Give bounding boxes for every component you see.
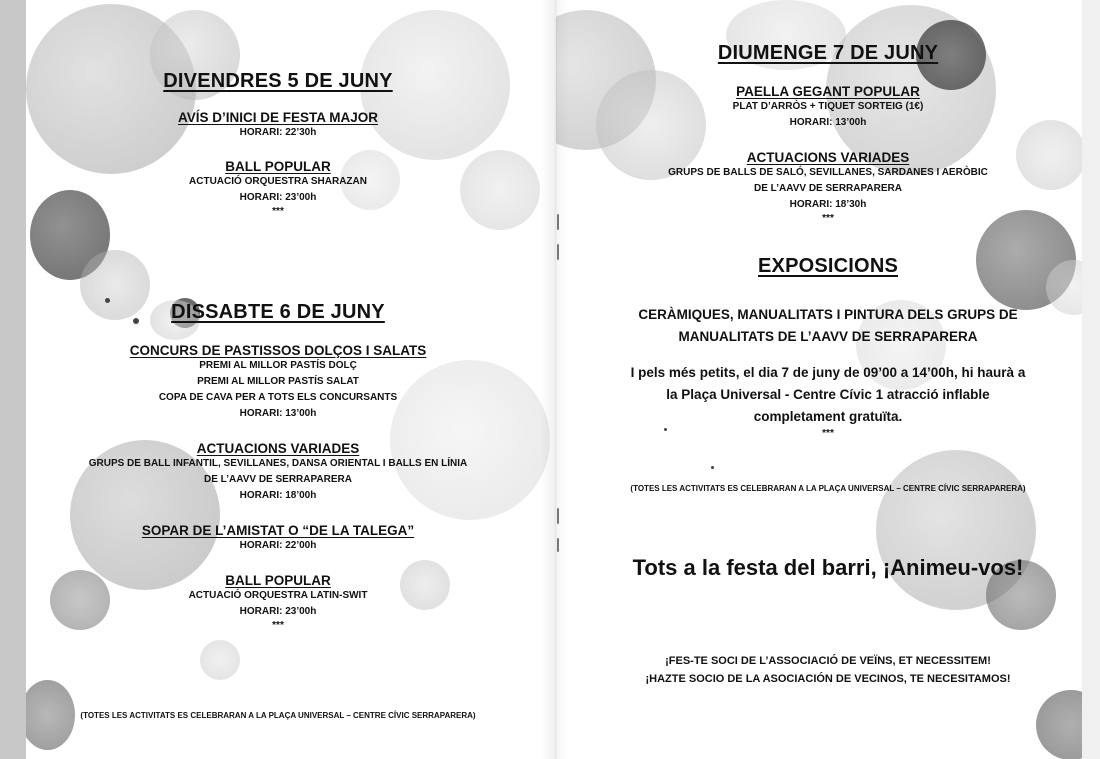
- slogan: Tots a la festa del barri, ¡Animeu-vos!: [632, 555, 1024, 580]
- event-line: HORARI: 22’00h: [239, 540, 317, 551]
- right-footnote: [556, 484, 1100, 493]
- event-line: HORARI: 18’30h: [789, 199, 867, 210]
- footnote-text: (TOTES LES ACTIVITATS ES CELEBRARAN A LA PLAÇA UNIVERSAL – CENTRE CÍVIC SERRAPARERA): [80, 711, 476, 720]
- kids-activity: [556, 362, 1100, 440]
- event-line: PREMI AL MILLOR PASTÍS SALAT: [197, 376, 359, 387]
- event-line: DE L’AAVV DE SERRAPARERA: [754, 183, 902, 194]
- cta-line-spanish: ¡HAZTE SOCIO DE LA ASOCIACIÓN DE VECINOS, TE NECESITAMOS!: [645, 673, 1011, 685]
- event-title: BALL POPULAR: [225, 573, 331, 588]
- event-line: HORARI: 13’00h: [789, 117, 867, 128]
- friday-event-1: [0, 110, 556, 141]
- event-line: GRUPS DE BALLS DE SALÓ, SEVILLANES, SARDANES I AERÒBIC: [668, 167, 988, 178]
- event-title: ACTUACIONS VARIADES: [746, 150, 910, 165]
- right-page: [556, 0, 1100, 759]
- saturday-event-2: [0, 441, 556, 504]
- left-footnote: [0, 711, 556, 720]
- event-title: AVÍS D’INICI DE FESTA MAJOR: [177, 110, 378, 125]
- exhibitions-line: CERÀMIQUES, MANUALITATS I PINTURA DELS GRUPS DE: [638, 307, 1018, 322]
- saturday-event-3: [0, 523, 556, 554]
- event-line: HORARI: 23’00h: [239, 606, 317, 617]
- separator-stars: ***: [822, 213, 834, 224]
- kids-line: I pels més petits, el dia 7 de juny de 09’00 a 14’00h, hi haurà a: [630, 365, 1026, 380]
- event-title: CONCURS DE PASTISSOS DOLÇOS I SALATS: [129, 343, 427, 358]
- event-line: HORARI: 18’00h: [239, 490, 317, 501]
- footnote-text: (TOTES LES ACTIVITATS ES CELEBRARAN A LA PLAÇA UNIVERSAL – CENTRE CÍVIC SERRAPARERA): [630, 484, 1026, 493]
- kids-line: completament gratuïta.: [753, 409, 903, 424]
- sunday-event-2: [556, 150, 1100, 225]
- event-title: BALL POPULAR: [225, 159, 331, 174]
- event-line: HORARI: 23’00h: [239, 192, 317, 203]
- exhibitions-heading: EXPOSICIONS: [757, 255, 898, 277]
- separator-stars: ***: [272, 620, 284, 631]
- event-title: ACTUACIONS VARIADES: [196, 441, 360, 456]
- event-title: SOPAR DE L’AMISTAT O “DE LA TALEGA”: [141, 523, 415, 538]
- kids-line: la Plaça Universal - Centre Cívic 1 atracció inflable: [666, 387, 990, 402]
- saturday-event-4: [0, 573, 556, 632]
- event-line: PLAT D’ARRÒS + TIQUET SORTEIG (1€): [732, 101, 924, 112]
- friday-heading: DIVENDRES 5 DE JUNY: [163, 70, 393, 92]
- saturday-heading: DISSABTE 6 DE JUNY: [171, 301, 385, 323]
- event-line: ACTUACIÓ ORQUESTRA LATIN-SWIT: [188, 590, 368, 601]
- fold-mark: [557, 538, 559, 552]
- friday-section: [0, 70, 556, 93]
- event-line: GRUPS DE BALL INFANTIL, SEVILLANES, DANSA ORIENTAL I BALLS EN LÍNIA: [88, 458, 468, 469]
- speck: [711, 466, 714, 469]
- separator-stars: ***: [272, 206, 284, 217]
- fold-mark: [557, 244, 559, 260]
- fold-mark: [557, 508, 559, 524]
- sunday-event-1: [556, 84, 1100, 131]
- event-line: ACTUACIÓ ORQUESTRA SHARAZAN: [189, 176, 367, 187]
- fold-mark: [557, 214, 559, 230]
- separator-stars: ***: [822, 428, 834, 439]
- exhibitions-description: [556, 304, 1100, 348]
- exhibitions-line: MANUALITATS DE L’AAVV DE SERRAPARERA: [678, 329, 978, 344]
- saturday-event-1: [0, 343, 556, 422]
- event-title: PAELLA GEGANT POPULAR: [736, 84, 920, 99]
- cta-line-catalan: ¡FES-TE SOCI DE L’ASSOCIACIÓ DE VEÏNS, ET NECESSITEM!: [665, 655, 991, 667]
- center-fold: [540, 0, 570, 759]
- exhibitions-section: [556, 255, 1100, 278]
- bubble: [200, 640, 240, 680]
- event-line: PREMI AL MILLOR PASTÍS DOLÇ: [199, 360, 357, 371]
- saturday-section: [0, 301, 556, 324]
- sunday-heading: DIUMENGE 7 DE JUNY: [717, 42, 939, 64]
- event-line: COPA DE CAVA PER A TOTS ELS CONCURSANTS: [158, 392, 398, 403]
- slogan-block: [556, 555, 1100, 581]
- friday-event-2: [0, 159, 556, 218]
- event-line: HORARI: 22’30h: [239, 127, 317, 138]
- event-line: HORARI: 13’00h: [239, 408, 317, 419]
- sunday-section: [556, 42, 1100, 65]
- membership-call: [556, 652, 1100, 688]
- event-line: DE L’AAVV DE SERRAPARERA: [204, 474, 352, 485]
